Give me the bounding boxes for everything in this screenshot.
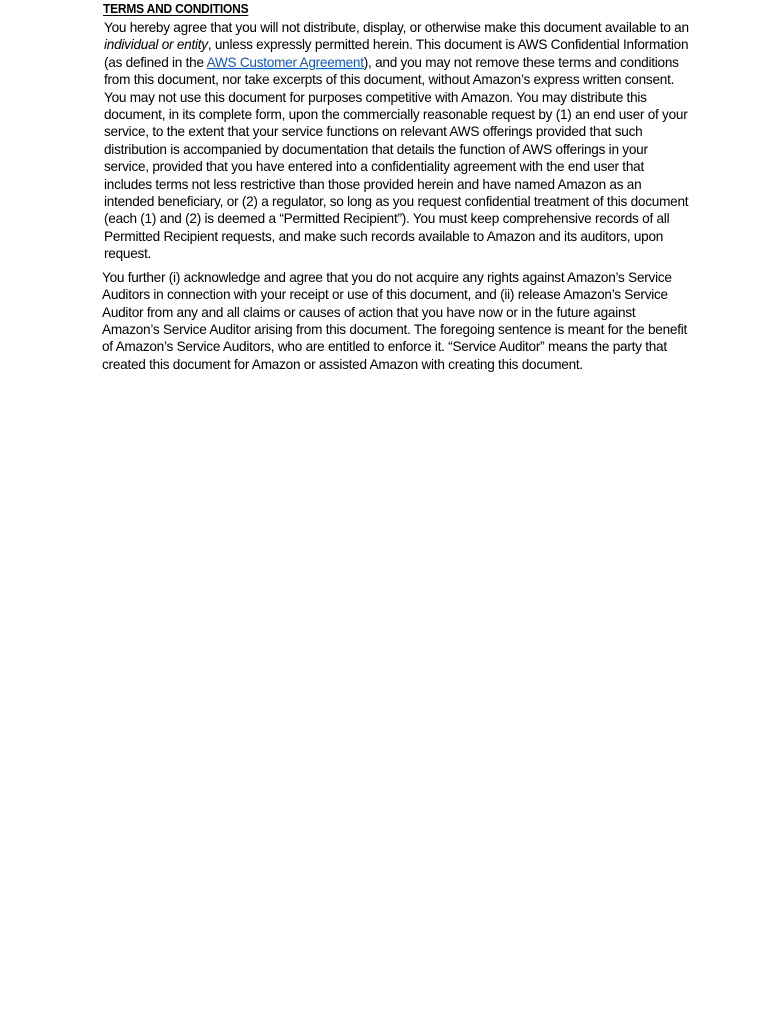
terms-section <box>103 0 695 373</box>
terms-paragraph-2: You further (i) acknowledge and agree that you do not acquire any rights against Amazon’s Service Auditors in connection with your receipt or use of this document, and (ii) release Amazon’s Service Auditor from any and all claims or causes of action that you have now or in the future against Amazon’s Service Auditor arising from this document. The foregoing sentence is meant for the benefit of Amazon’s Service Auditors, who are entitled to enforce it. “Service Auditor” means the party that created this document for Amazon or assisted Amazon with creating this document. <box>102 269 688 372</box>
paragraph-1-text-c: ), and you may not remove these terms and conditions from this document, nor take excerpts of this document, without Amazon’s express written consent. You may not use this document for purposes competitive with Amazon. You may distribute this document, in its complete form, upon the commercially reasonable request by (1) an end user of your service, to the extent that your service functions on relevant AWS offerings provided that such distribution is accompanied by documentation that details the function of AWS offerings in your service, provided that you have entered into a confidentiality agreement with the end user that includes terms not less restrictive than those provided herein and have named Amazon as an intended beneficiary, or (2) a regulator, so long as you request confidential treatment of this document (each (1) and (2) is deemed a “Permitted Recipient”). You must keep comprehensive records of all Permitted Recipient requests, and make such records available to Amazon and its auditors, upon request. <box>104 54 689 262</box>
paragraph-1-text-b: , unless expressly permitted herein. This document is AWS Confidential Information (as defined in the <box>104 37 689 70</box>
terms-heading: TERMS AND CONDITIONS <box>103 1 249 16</box>
terms-paragraph-1 <box>103 19 695 263</box>
terms-heading-wrap <box>103 0 695 18</box>
paragraph-1-text-a: You hereby agree that you will not distribute, display, or otherwise make this document available to an <box>104 20 689 35</box>
paragraph-1-italic-text: individual or entity <box>104 37 208 53</box>
aws-customer-agreement-link[interactable]: AWS Customer Agreement <box>206 54 364 70</box>
